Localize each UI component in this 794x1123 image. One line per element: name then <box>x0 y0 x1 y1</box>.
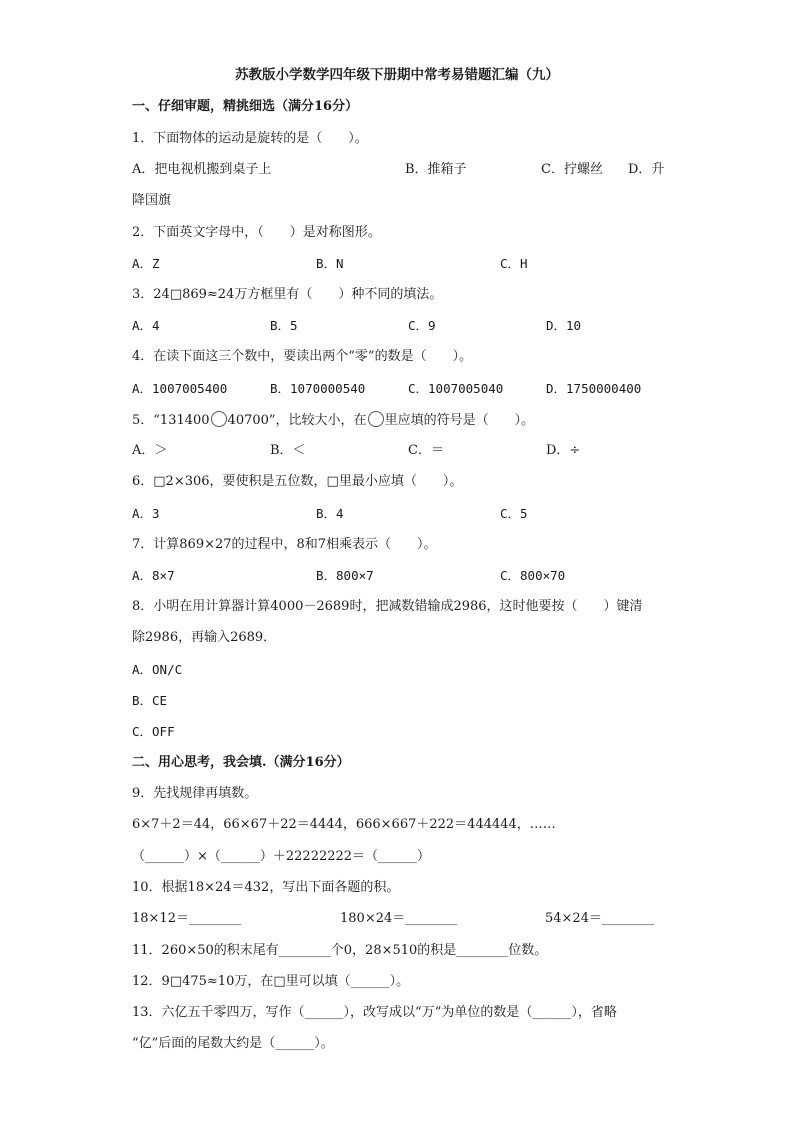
question-7-option-c: C．800×70 <box>500 568 566 583</box>
question-8-stem-line-1: 8．小明在用计算器计算4000－2689时，把减数错输成2986，这时他要按（ ）键清 <box>132 599 643 614</box>
question-10-stem: 10．根据18×24＝432，写出下面各题的积。 <box>132 880 400 895</box>
question-7-stem: 7．计算869×27的过程中，8和7相乘表示（ ）。 <box>132 537 437 552</box>
question-7-option-a: A．8×7 <box>132 568 175 583</box>
question-4-option-d: D．1750000400 <box>546 381 642 396</box>
question-1-option-d-continued: 降国旗 <box>132 193 172 208</box>
question-9-pattern: 6×7＋2＝44，66×67＋22＝4444，666×667＋222＝444444，…… <box>132 817 556 832</box>
question-6-option-c: C．5 <box>500 506 528 521</box>
question-5-option-c: C．＝ <box>408 443 444 458</box>
question-5-option-b: B．＜ <box>270 443 306 458</box>
question-8-option-a: A．ON/C <box>132 662 183 677</box>
question-5-option-a: A．＞ <box>132 443 168 458</box>
question-6-stem: 6．□2×306，要使积是五位数，□里最小应填（ ）。 <box>132 474 463 489</box>
question-5-stem <box>132 411 534 430</box>
question-2-option-b: B．N <box>316 256 344 271</box>
question-11-stem: 11．260×50的积末尾有________个0，28×510的积是________位数。 <box>132 943 548 958</box>
question-2-stem: 2．下面英文字母中，（ ）是对称图形。 <box>132 225 381 240</box>
question-8-stem-line-2: 除2986，再输入2689． <box>132 630 277 645</box>
question-5-option-d: D．÷ <box>546 443 581 458</box>
question-12-stem: 12．9□475≈10万，在□里可以填（______）。 <box>132 974 410 989</box>
question-8-option-c: C．OFF <box>132 724 175 739</box>
question-1-stem: 1．下面物体的运动是旋转的是（ ）。 <box>132 131 368 146</box>
question-1-option-a: A．把电视机搬到桌子上 <box>132 162 272 177</box>
question-8-option-b: B．CE <box>132 693 168 708</box>
question-5-stem-part-b: 40700”，比较大小，在 <box>227 413 367 428</box>
question-1-option-d: D．升 <box>628 162 665 177</box>
question-2-option-c: C．H <box>500 256 528 271</box>
question-13-stem-line-2: “亿”后面的尾数大约是（______）。 <box>132 1036 334 1051</box>
question-5-stem-part-a: 5．“131400 <box>132 413 210 428</box>
question-3-option-c: C．9 <box>408 318 436 333</box>
question-1-option-c: C．拧螺丝 <box>541 162 603 177</box>
question-10-part-1: 18×12＝________ <box>132 911 241 926</box>
question-4-option-a: A．1007005400 <box>132 381 228 396</box>
question-13-stem-line-1: 13．六亿五千零四万，写作（______），改写成以“万”为单位的数是（______），省略 <box>132 1005 617 1020</box>
question-2-option-a: A．Z <box>132 256 160 271</box>
question-9-blank: （______）×（______）＋22222222＝（______） <box>132 849 431 864</box>
section-heading-2: 二、用心思考，我会填.（满分16分） <box>132 755 350 770</box>
question-3-option-d: D．10 <box>546 318 582 333</box>
question-5-stem-part-c: 里应填的符号是（ ）。 <box>384 413 535 428</box>
question-3-option-a: A．4 <box>132 318 160 333</box>
comparison-circle-icon <box>211 411 227 427</box>
question-10-part-3: 54×24＝________ <box>545 911 654 926</box>
question-3-stem: 3．24□869≈24万方框里有（ ）种不同的填法。 <box>132 287 443 302</box>
question-4-option-b: B．1070000540 <box>270 381 366 396</box>
question-6-option-a: A．3 <box>132 506 160 521</box>
question-9-stem: 9．先找规律再填数。 <box>132 786 258 801</box>
question-10-part-2: 180×24＝________ <box>340 911 458 926</box>
question-1-option-b: B．推箱子 <box>405 162 467 177</box>
question-4-stem: 4．在读下面这三个数中，要读出两个“零”的数是（ ）。 <box>132 349 473 364</box>
section-heading-1: 一、仔细审题，精挑细选（满分16分） <box>132 99 359 114</box>
question-6-option-b: B．4 <box>316 506 344 521</box>
question-4-option-c: C．1007005040 <box>408 381 504 396</box>
comparison-circle-icon <box>368 411 384 427</box>
question-7-option-b: B．800×7 <box>316 568 374 583</box>
page-title: 苏教版小学数学四年级下册期中常考易错题汇编（九） <box>235 67 559 83</box>
question-3-option-b: B．5 <box>270 318 298 333</box>
